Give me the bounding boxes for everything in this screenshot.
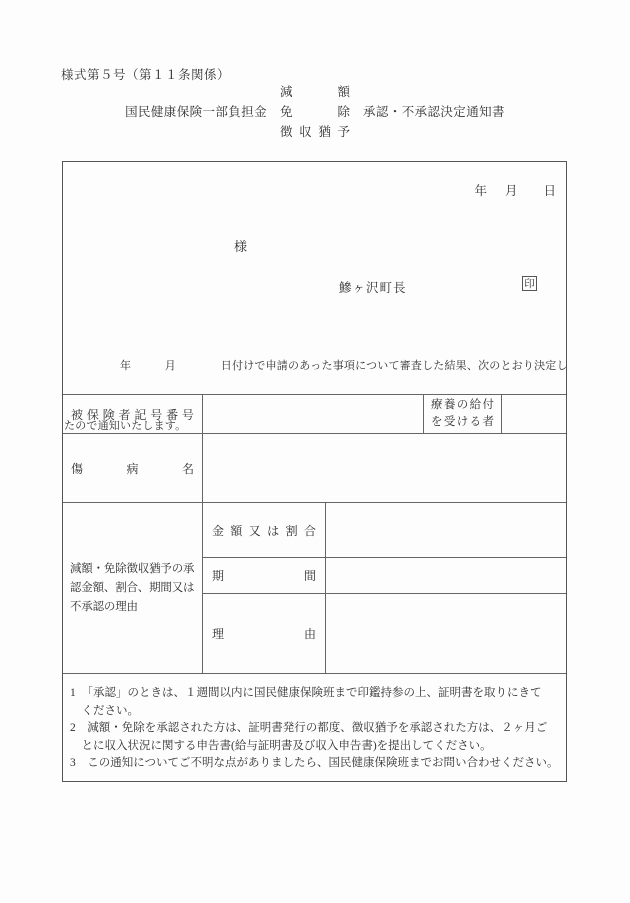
sub-row-amount: [203, 503, 566, 557]
insured-number-label: 被 保 険 者 記 号 番 号: [71, 407, 194, 422]
date-day-label: 日: [543, 184, 556, 198]
reason-label-cell: [203, 594, 326, 673]
title-option-stack: [280, 82, 350, 142]
addressee-suffix: 様: [234, 239, 248, 254]
disease-label: 傷 病 名: [71, 461, 194, 476]
benefit-recipient-label-cell: [424, 395, 502, 433]
period-value-cell: [326, 558, 566, 593]
insured-number-label-cell: [63, 395, 203, 433]
reason-value-cell: [326, 594, 566, 673]
paragraph-line-1: 年 月 日付けで申請のあった事項について審査した結果、次のとおり決定し: [64, 360, 568, 372]
disease-value-cell: [203, 434, 566, 502]
title-option-exemption: 免 除: [280, 105, 350, 119]
note-line: ください。: [70, 704, 139, 717]
table-row-decision: [63, 502, 566, 673]
form-body-box: [62, 161, 567, 782]
insured-number-value-cell: [203, 395, 424, 433]
sub-row-period: [203, 557, 566, 593]
table-row-disease: [63, 433, 566, 502]
document-title: [0, 82, 630, 142]
form-number: 様式第５号（第１１条関係）: [61, 68, 231, 82]
disease-label-cell: [63, 434, 203, 502]
decision-table: [63, 394, 566, 781]
date-month-label: 月: [504, 184, 518, 198]
table-row-insured-number: [63, 395, 566, 433]
benefit-recipient-label-line-1: 療 養 の 給 付: [431, 399, 494, 411]
decision-label-line-1: 減額・免除徴収猶予の承: [70, 562, 195, 575]
note-line: 1 「承認」のときは、１週間以内に国民健康保険班まで印鑑持参の上、証明書を取りにきて: [70, 687, 542, 699]
decision-label-cell: [63, 503, 203, 673]
title-option-reduction: 減 額: [280, 85, 350, 99]
note-line: 2 減額・免除を承認された方は、証明書発行の都度、徴収猶予を承認された方は、２ヶ月ご: [70, 722, 548, 734]
benefit-recipient-label-line-2: を 受 け る 者: [431, 416, 494, 428]
period-label: 期 間: [212, 569, 316, 583]
note-line: とに収入状況に関する申告書(給与証明書及び収入申告書)を提出してください。: [70, 739, 492, 752]
title-option-deferral: 徴 収 猶 予: [280, 125, 350, 139]
decision-label-line-3: 不承認の理由: [70, 600, 138, 613]
footer-notes: [63, 673, 566, 781]
date-year-label: 年: [474, 184, 487, 198]
seal-mark: 印: [522, 276, 537, 291]
title-right: 承認・不承認決定通知書: [363, 105, 505, 119]
period-label-cell: [203, 558, 326, 593]
reason-label: 理 由: [212, 627, 316, 641]
paragraph-line-2: たので通知いたします。: [64, 420, 187, 432]
note-line: 3 この通知についてご不明な点がありましたら、国民健康保険班までお問い合わせください。: [70, 757, 559, 769]
amount-or-rate-label: 金 額 又 は 割 合: [212, 523, 316, 538]
title-left: 国民健康保険一部負担金: [125, 105, 267, 119]
decision-sub-table: [203, 503, 566, 673]
sub-row-reason: [203, 593, 566, 673]
issue-date-line: [474, 181, 556, 199]
sender-name: 鰺ヶ沢町長: [339, 281, 407, 295]
amount-value-cell: [326, 503, 566, 557]
decision-label-line-2: 認金額、割合、期間又は: [70, 581, 195, 594]
benefit-recipient-value-cell: [502, 395, 566, 433]
amount-label-cell: [203, 503, 326, 557]
